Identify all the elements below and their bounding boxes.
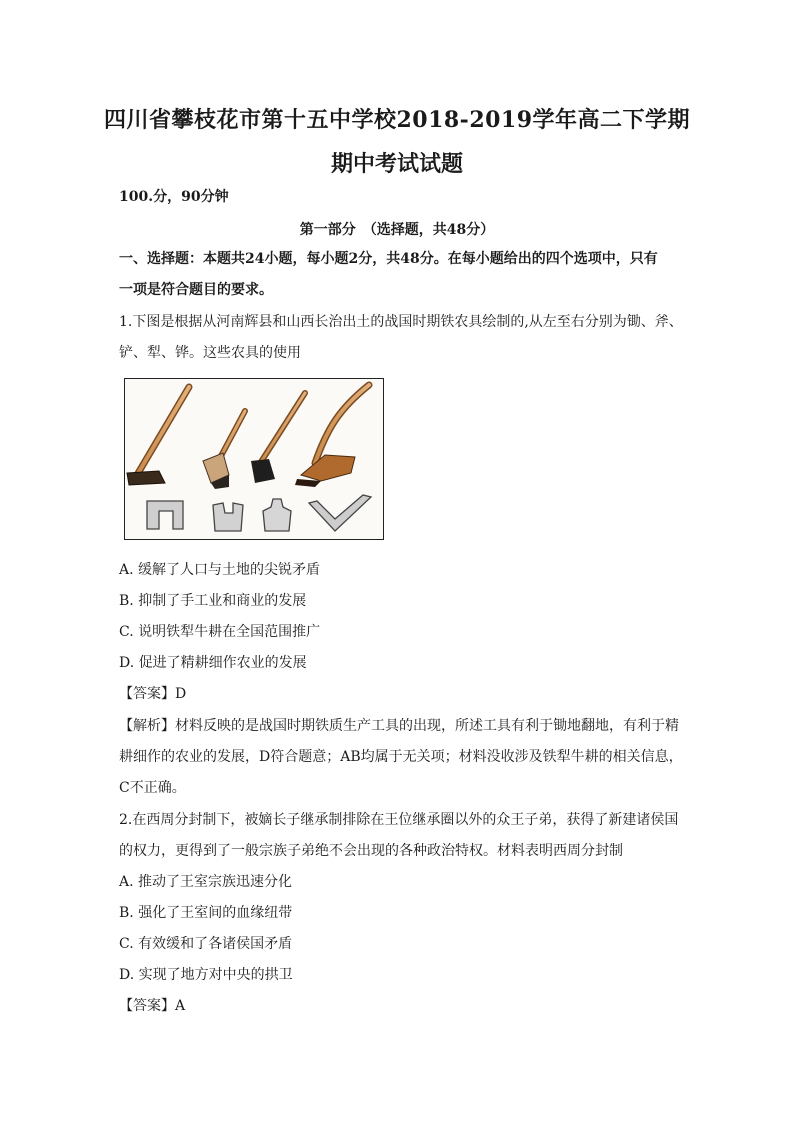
hoe-head-icon (147, 501, 183, 529)
exam-meta: 100.分，90分钟 (119, 189, 229, 205)
q1-answer: 【答案】D (119, 686, 187, 702)
instruction-line-1: 一、选择题：本题共24小题，每小题2分，共48分。在每小题给出的四个选项中，只有 (119, 251, 658, 267)
tools-illustration (125, 379, 382, 538)
q1-stem-line-1: 1.下图是根据从河南辉县和山西长治出土的战国时期铁农具绘制的,从左至右分别为锄、斧、 (119, 314, 683, 330)
q2-stem-line-2: 的权力，更得到了一般宗族子弟绝不会出现的各种政治特权。材料表明西周分封制 (119, 843, 623, 859)
shovel-head-icon (263, 499, 291, 531)
q2-option-b: B. 强化了王室间的血缘纽带 (119, 905, 293, 921)
q2-option-c: C. 有效缓和了各诸侯国矛盾 (119, 936, 293, 952)
document-subtitle: 期中考试试题 (330, 151, 463, 177)
instruction-line-2: 一项是符合题目的要求。 (119, 282, 273, 298)
q1-figure-iron-tools (124, 378, 384, 540)
q2-option-a: A. 推动了王室宗族迅速分化 (119, 874, 293, 890)
q1-analysis-line-2: 耕细作的农业的发展，D符合题意；AB均属于无关项；材料没收涉及铁犁牛耕的相关信息， (119, 749, 683, 765)
q1-option-a: A. 缓解了人口与土地的尖锐矛盾 (119, 562, 321, 578)
q1-option-c: C. 说明铁犁牛耕在全国范围推广 (119, 624, 321, 640)
q1-analysis-line-1: 【解析】材料反映的是战国时期铁质生产工具的出现，所述工具有利于锄地翻地，有利于精 (119, 718, 679, 734)
section-heading: 第一部分 （选择题，共48分） (299, 222, 495, 238)
q1-option-b: B. 抑制了手工业和商业的发展 (119, 593, 307, 609)
document-title: 四川省攀枝花市第十五中学校2018-2019学年高二下学期 (103, 107, 691, 133)
q1-analysis-line-3: C不正确。 (119, 780, 186, 796)
q2-option-d: D. 实现了地方对中央的拱卫 (119, 967, 293, 983)
plow-icon (295, 385, 369, 487)
q1-option-d: D. 促进了精耕细作农业的发展 (119, 655, 307, 671)
axe-head-icon (213, 503, 243, 531)
plowshare-icon (309, 495, 371, 531)
hoe-icon (127, 387, 189, 485)
q1-stem-line-2: 铲、犁、铧。这些农具的使用 (119, 345, 301, 361)
q2-stem-line-1: 2.在西周分封制下，被嫡长子继承制排除在王位继承圈以外的众王子弟，获得了新建诸侯国 (119, 812, 679, 828)
axe-icon (203, 411, 245, 489)
shovel-icon (251, 393, 305, 483)
q2-answer: 【答案】A (119, 998, 186, 1014)
